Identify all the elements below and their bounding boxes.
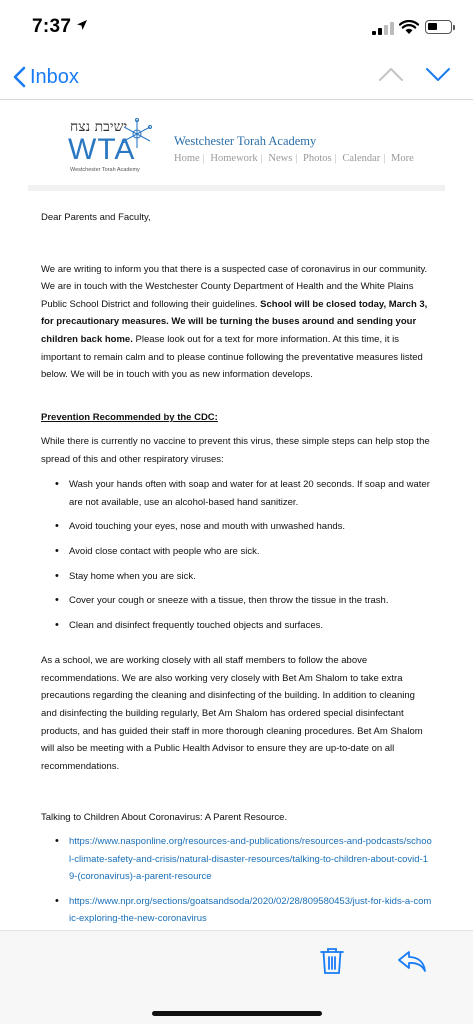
greeting-text: Dear Parents and Faculty,: [41, 212, 151, 223]
prevention-list: [69, 476, 433, 634]
list-item: [69, 893, 433, 928]
school-name: Westchester Torah Academy: [174, 134, 317, 148]
header-divider: [28, 185, 445, 191]
trash-icon[interactable]: [320, 947, 344, 975]
battery-icon: [425, 20, 452, 34]
reply-icon[interactable]: [397, 949, 427, 973]
status-bar: [0, 0, 473, 54]
email-message: [0, 101, 473, 930]
school-nav-photos[interactable]: Photos: [303, 153, 332, 164]
school-nav-calendar[interactable]: Calendar: [342, 153, 381, 164]
prevention-intro: While there is currently no vaccine to prevent this virus, these simple steps can help stop the spread of this and other respiratory viruses:: [41, 435, 430, 465]
resource-heading: Talking to Children About Coronavirus: A Parent Resource.: [41, 812, 288, 824]
bottom-toolbar: [0, 930, 473, 1024]
logo-star-icon: [120, 117, 154, 151]
status-time: 7:37: [32, 16, 72, 37]
inbox-back-button[interactable]: [12, 62, 79, 92]
chevron-down-icon[interactable]: [425, 66, 451, 82]
inbox-label: Inbox: [30, 65, 79, 88]
school-nav-homework[interactable]: Homework: [210, 153, 258, 164]
list-item: • Clean and disinfect frequently touched objects and surfaces.: [69, 617, 433, 635]
npr-link[interactable]: https://www.npr.org/sections/goatsandsoda/2020/02/28/809580453/just-for-kids-a-comic-exploring-the-new-coronavirus: [69, 895, 432, 925]
email-body: [41, 209, 433, 930]
resource-links: [69, 833, 433, 928]
logo-hebrew-text: ישיבת נצח: [70, 119, 128, 135]
closure-notice: School will be closed today, March 3, for precautionary measures. We will be turning the buses around and sending your children back home.: [41, 298, 428, 345]
list-item: • Wash your hands often with soap and water for at least 20 seconds. If soap and water are not available, use an alcohol-based hand sanitizer.: [69, 476, 433, 511]
nasp-link[interactable]: https://www.nasponline.org/resources-and-publications/resources-and-podcasts/school-climate-safety-and-crisis/natural-disaster-resources/talking-to-children-about-covid-19-(coronavirus)-a-parent-resource: [69, 836, 432, 883]
list-item: [69, 833, 433, 886]
logo-letters: WTA: [68, 133, 136, 166]
location-arrow-icon: [76, 19, 88, 31]
cellular-signal-icon: [372, 21, 394, 35]
wifi-icon: [399, 20, 419, 35]
school-measures-paragraph: As a school, we are working closely with all staff members to follow the above recommendations. We are also working very closely with Bet Am Shalom to take extra precautions regarding the cleaning and disinfecting of the building. In addition to cleaning and disinfecting the building regularly, Bet Am Shalom has ordered special disinfectant products, and has guided their staff in more thorough cleaning procedures. Bet Am Shalom will also be meeting with a Public Health Advisor to ensure they are up-to-date on all recommendations.: [41, 655, 423, 772]
school-header: [0, 101, 473, 191]
school-logo: [60, 115, 160, 175]
school-nav-links: Home | Homework | News | Photos | Calendar | More: [174, 153, 414, 164]
list-item: • Stay home when you are sick.: [69, 568, 433, 586]
list-item: • Avoid close contact with people who are sick.: [69, 543, 433, 561]
logo-subtitle: Westchester Torah Academy: [70, 167, 140, 173]
battery-tip: [453, 25, 455, 30]
school-nav-news[interactable]: News: [268, 153, 293, 164]
home-indicator[interactable]: [152, 1011, 322, 1016]
chevron-up-icon[interactable]: [378, 66, 404, 82]
announcement-paragraph: [41, 261, 433, 384]
school-nav-home[interactable]: Home: [174, 153, 200, 164]
list-item: • Cover your cough or sneeze with a tissue, then throw the tissue in the trash.: [69, 592, 433, 610]
mail-nav-bar: [0, 54, 473, 100]
announcement-text: We are writing to inform you that there is a suspected case of coronavirus in our community. We are in touch with the Westchester County Department of Health and the White Plains Public School District and following their guidelines.: [41, 263, 428, 310]
school-nav-more[interactable]: More: [391, 153, 414, 164]
prevention-heading: Prevention Recommended by the CDC:: [41, 412, 218, 424]
list-item: • Avoid touching your eyes, nose and mouth with unwashed hands.: [69, 518, 433, 536]
announcement-text-cont: Please look out for a text for more information. At this time, it is important to remain calm and to please continue following the preventative measures listed below. We will be in touch with you as new information develops.: [41, 333, 423, 381]
chevron-left-icon: [12, 66, 26, 88]
